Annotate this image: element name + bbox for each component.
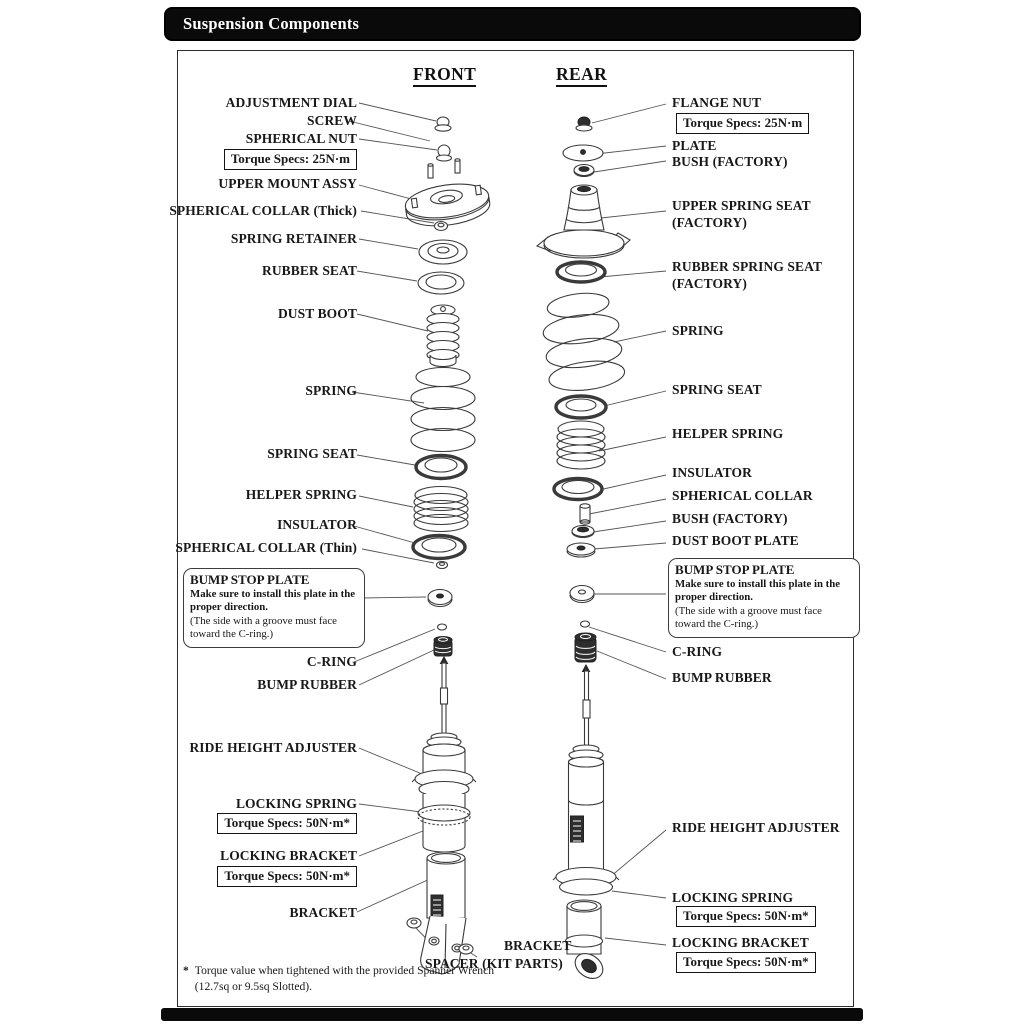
label-rear-helper-spring: HELPER SPRING — [672, 426, 784, 441]
label-rear-spherical-collar: SPHERICAL COLLAR — [672, 488, 813, 503]
label-front-helper-spring: HELPER SPRING — [245, 487, 357, 502]
label-rear-plate: PLATE — [672, 138, 717, 153]
label-front-adjustment-dial: ADJUSTMENT DIAL — [225, 95, 357, 110]
label-rear-flange-nut: FLANGE NUT — [672, 95, 762, 110]
front-bump-stop-note-title: BUMP STOP PLATE — [190, 572, 310, 587]
label-front-upper-mount-assy: UPPER MOUNT ASSY — [218, 176, 357, 191]
front-bump-stop-note — [183, 568, 365, 648]
label-front-locking-spring: LOCKING SPRING — [235, 796, 357, 811]
label-rear-rubber-spring-seat: RUBBER SPRING SEAT (FACTORY) — [672, 259, 822, 291]
rear-bump-stop-note-title: BUMP STOP PLATE — [675, 562, 795, 577]
rear-spring — [539, 289, 626, 394]
front-ride-height-adjuster — [412, 770, 476, 797]
torque-spec-box-front-locking-spring: Torque Specs: 50N·m* — [217, 813, 357, 834]
rear-bump-rubber — [575, 633, 596, 662]
label-front-spring-retainer: SPRING RETAINER — [230, 231, 357, 246]
rear-ride-height-adjuster — [553, 868, 619, 896]
torque-spec-box-rear-locking-spring: Torque Specs: 50N·m* — [676, 906, 816, 927]
label-rear-bump-rubber: BUMP RUBBER — [672, 670, 772, 685]
torque-spec-box-front-locking-bracket: Torque Specs: 50N·m* — [217, 866, 357, 887]
label-rear-locking-bracket: LOCKING BRACKET — [672, 935, 809, 950]
label-rear-locking-spring: LOCKING SPRING — [672, 890, 794, 905]
front-assembly-drawing — [403, 117, 492, 974]
torque-spec-box-front-nut: Torque Specs: 25N·m — [224, 149, 357, 170]
rear-bump-stop-note-text: (The side with a groove must face toward the C-ring.) — [675, 604, 822, 631]
page-title: Suspension Components — [183, 14, 360, 33]
label-front-insulator: INSULATOR — [277, 517, 357, 532]
front-spring — [411, 368, 475, 452]
label-front-spring: SPRING — [305, 383, 357, 398]
rear-upper-spring-seat — [537, 185, 630, 258]
label-front-locking-bracket: LOCKING BRACKET — [220, 848, 357, 863]
front-bump-stop-note-bold-text: Make sure to install this plate in the proper direction. — [190, 588, 356, 614]
label-front-spherical-nut: SPHERICAL NUT — [245, 131, 357, 146]
front-upper-mount — [403, 179, 492, 230]
label-front-spacer: SPACER (KIT PARTS) — [425, 956, 563, 971]
torque-spec-box-rear-nut: Torque Specs: 25N·m — [676, 113, 809, 134]
rear-assembly-drawing — [537, 117, 630, 984]
rear-bump-stop-note — [668, 558, 860, 638]
label-rear-dust-boot-plate: DUST BOOT PLATE — [672, 533, 799, 548]
rear-bump-stop-note-bold-text: Make sure to install this plate in the proper direction. — [675, 578, 841, 604]
torque-spec-box-rear-locking-bracket: Torque Specs: 50N·m* — [676, 952, 816, 973]
label-front-spring-seat: SPRING SEAT — [267, 446, 357, 461]
label-rear-ride-height-adjuster: RIDE HEIGHT ADJUSTER — [672, 820, 840, 835]
label-front-bump-rubber: BUMP RUBBER — [257, 677, 357, 692]
label-rear-bracket: BRACKET — [504, 938, 572, 953]
front-helper-spring — [414, 487, 468, 532]
front-dust-boot — [427, 305, 459, 367]
label-rear-bush-factory-top: BUSH (FACTORY) — [672, 154, 788, 169]
rear-column-heading: REAR — [556, 64, 607, 87]
label-front-bracket: BRACKET — [289, 905, 357, 920]
footnote-marker: * — [183, 964, 189, 977]
rear-helper-spring — [557, 421, 605, 469]
label-front-ride-height-adjuster: RIDE HEIGHT ADJUSTER — [189, 740, 357, 755]
label-rear-upper-spring-seat: UPPER SPRING SEAT (FACTORY) — [672, 198, 811, 230]
rear-bracket — [566, 900, 608, 984]
label-front-dust-boot: DUST BOOT — [277, 306, 357, 321]
label-front-spherical-collar-thick: SPHERICAL COLLAR (Thick) — [169, 203, 357, 218]
front-column-heading: FRONT — [413, 64, 476, 87]
label-front-screw: SCREW — [306, 113, 357, 128]
rear-shock-body — [569, 745, 604, 872]
label-front-rubber-seat: RUBBER SEAT — [261, 263, 357, 278]
label-rear-c-ring: C-RING — [672, 644, 723, 659]
label-rear-spring-seat: SPRING SEAT — [672, 382, 762, 397]
label-rear-bush-factory-bottom: BUSH (FACTORY) — [672, 511, 788, 526]
label-front-c-ring: C-RING — [306, 654, 357, 669]
front-bump-rubber — [434, 637, 452, 657]
footnote — [183, 963, 528, 994]
label-rear-spring: SPRING — [672, 323, 724, 338]
label-rear-insulator: INSULATOR — [672, 465, 752, 480]
label-front-spherical-collar-thin: SPHERICAL COLLAR (Thin) — [175, 540, 357, 555]
front-bump-stop-note-text: (The side with a groove must face toward the C-ring.) — [190, 614, 337, 641]
footnote-text: Torque value when tightened with the provided Spanner Wrench (12.7sq or 9.5sq Slotted). — [194, 964, 495, 993]
